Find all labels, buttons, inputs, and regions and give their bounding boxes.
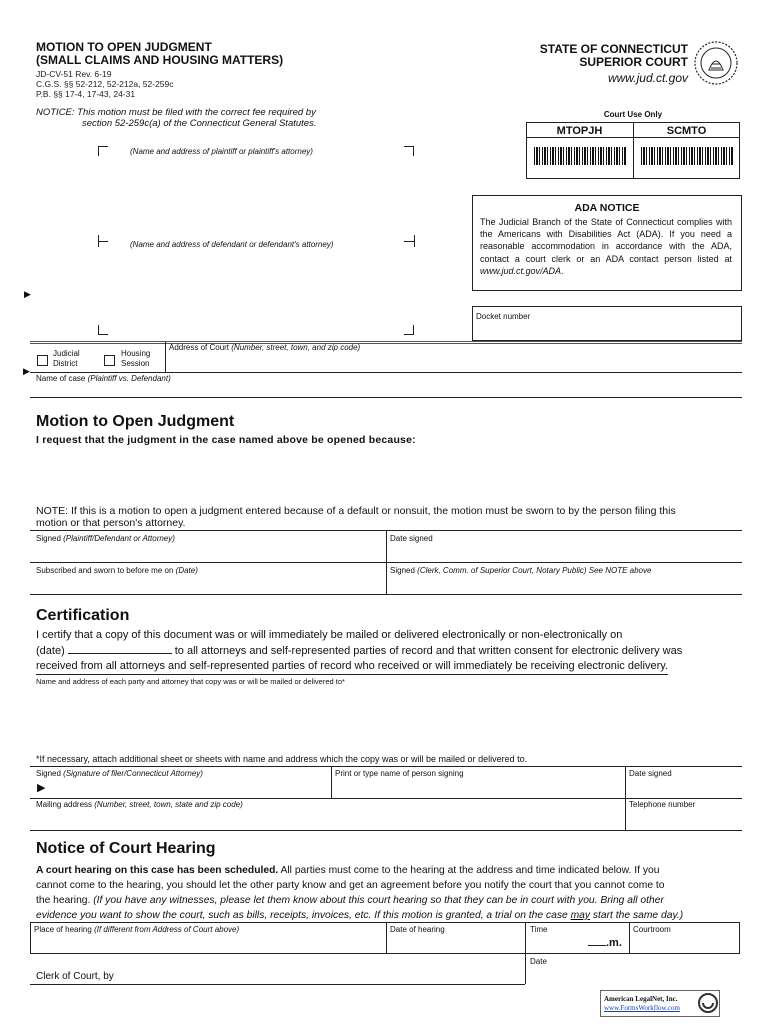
hearing-date-label: Date of hearing — [390, 925, 445, 934]
place-label: Place of hearing (If different from Address of Court above) — [34, 925, 240, 934]
form-title: MOTION TO OPEN JUDGMENT (SMALL CLAIMS AND HOUSING MATTERS) — [36, 40, 284, 67]
barcode-scmto — [641, 147, 733, 165]
judicial-district-label: Judicial District — [53, 349, 80, 368]
names-label: Name and address of each party and attorney that copy was or will be mailed or delivered to* — [36, 677, 345, 686]
motion-request: I request that the judgment in the case named above be opened because: — [36, 434, 416, 446]
footer-url[interactable]: www.FormsWorkflow.com — [604, 1004, 680, 1012]
date-signed-field[interactable] — [390, 544, 735, 562]
court-name: SUPERIOR COURT — [579, 55, 688, 69]
certification-text: I certify that a copy of this document was or will immediately be mailed or delivered electronically or non-electronically on (date) to all attorneys and self-represented parties of record and that written consent for electronic delivery was received from all attorneys and self-represented parties of record who received or will immediately be receiving electronic delivery. — [36, 628, 746, 675]
form-number: JD-CV-51 Rev. 6-19 — [36, 69, 112, 79]
ada-text: The Judicial Branch of the State of Connecticut complies with the Americans with Disabilities Act (ADA). If you need a reasonable accommodation in accordance with the ADA, contact a court clerk or an ADA contact person listed at www.jud.ct.gov/ADA. — [480, 217, 732, 276]
cert-footnote: *If necessary, attach additional sheet or sheets with name and address which the copy was or will be mailed or delivered to. — [36, 754, 528, 764]
motion-heading: Motion to Open Judgment — [36, 413, 235, 430]
print-name-field[interactable] — [335, 779, 620, 797]
ct-seal-icon — [693, 40, 739, 86]
pb-reference: P.B. §§ 17-4, 17-43, 24-31 — [36, 89, 136, 99]
date-signed-label: Date signed — [390, 534, 433, 543]
clerk-label: Clerk of Court, by — [36, 971, 114, 982]
state-name: STATE OF CONNECTICUT — [539, 42, 688, 56]
signed-field[interactable] — [36, 544, 381, 562]
plaintiff-label: (Name and address of plaintiff or plaintiff's attorney) — [130, 147, 313, 156]
telephone-label: Telephone number — [629, 800, 696, 809]
time-field[interactable]: .m. — [588, 937, 622, 949]
arrow-icon: ▶ — [24, 289, 31, 299]
barcode-mtopjh — [534, 147, 626, 165]
reason-field[interactable] — [36, 450, 736, 502]
fee-notice: NOTICE: This motion must be filed with the correct fee required by section 52-259c(a) of the Connecticut General Statutes. — [36, 107, 317, 129]
clerk-date-field[interactable] — [530, 967, 735, 983]
sign-arrow-icon: ▶ — [37, 782, 46, 794]
ada-title: ADA NOTICE — [574, 202, 640, 214]
cgs-reference: C.G.S. §§ 52-212, 52-212a, 52-259c — [36, 79, 174, 89]
cert-date-signed-label: Date signed — [629, 769, 672, 778]
defendant-field[interactable] — [130, 252, 400, 322]
plaintiff-field[interactable] — [130, 158, 400, 218]
case-name-label: Name of case (Plaintiff vs. Defendant) — [36, 374, 171, 383]
cert-signed-field[interactable] — [52, 779, 327, 797]
arrow-icon-case: ▶ — [23, 366, 30, 376]
code-scmto: SCMTO — [666, 125, 707, 137]
docket-label: Docket number — [476, 312, 531, 321]
clerk-date-label: Date — [530, 957, 547, 966]
subscribed-label: Subscribed and sworn to before me on (Date) — [36, 566, 198, 575]
subscribed-field[interactable] — [36, 576, 381, 593]
ada-link[interactable]: www.jud.ct.gov/ADA — [480, 265, 562, 276]
court-heading — [540, 43, 688, 85]
docket-field[interactable] — [476, 322, 736, 338]
cert-signed-label: Signed (Signature of filer/Connecticut Attorney) — [36, 769, 203, 778]
hearing-date-field[interactable] — [390, 935, 520, 953]
court-address-field[interactable] — [169, 353, 739, 371]
hearing-heading: Notice of Court Hearing — [36, 840, 216, 857]
footer-brand: American LegalNet, Inc. — [604, 995, 678, 1003]
notary-signed-label: Signed (Clerk, Comm. of Superior Court, Notary Public) See NOTE above — [390, 566, 652, 575]
notary-signed-field[interactable] — [390, 576, 735, 593]
place-field[interactable] — [34, 935, 382, 953]
telephone-field[interactable] — [629, 811, 737, 829]
hearing-text: A court hearing on this case has been scheduled. All parties must come to the hearing at the address and time indicated below. If you cannot come to the hearing, you should let the other party know and get an agreement before you notify the court that you cannot come to the hearing. (If you have any witnesses, please let them know about this court hearing so that they can be in court with you. Bring all other evidence you want to show the court, such as bills, receipts, invoices, etc. If this motion is granted, a trial on the case may start the same day.) — [36, 865, 684, 921]
mailing-label: Mailing address (Number, street, town, state and zip code) — [36, 800, 243, 809]
time-label: Time — [530, 925, 548, 934]
courtroom-label: Courtroom — [633, 925, 671, 934]
courtroom-field[interactable] — [633, 935, 737, 953]
case-name-field[interactable] — [36, 384, 736, 396]
code-mtopjh: MTOPJH — [556, 125, 603, 137]
signed-label: Signed (Plaintiff/Defendant or Attorney) — [36, 534, 175, 543]
court-address-label: Address of Court (Number, street, town, and zip code) — [169, 343, 361, 352]
form-references — [36, 69, 174, 99]
cert-date-signed-field[interactable] — [629, 779, 737, 797]
court-use-title: Court Use Only — [603, 110, 663, 119]
certification-heading: Certification — [36, 607, 130, 624]
housing-session-checkbox[interactable] — [104, 349, 115, 367]
court-website: www.jud.ct.gov — [607, 71, 688, 85]
cert-date-field[interactable] — [68, 643, 172, 654]
mailing-field[interactable] — [36, 811, 621, 829]
judicial-district-checkbox[interactable] — [37, 349, 48, 367]
names-field[interactable] — [36, 688, 736, 750]
motion-note: NOTE: If this is a motion to open a judgment entered because of a default or nonsuit, the motion must be sworn to by the person filing this motion or that person's attorney. — [36, 505, 676, 529]
print-name-label: Print or type name of person signing — [335, 769, 464, 778]
housing-session-label: Housing Session — [121, 349, 151, 368]
footer-logo-icon — [697, 991, 719, 1015]
defendant-label: (Name and address of defendant or defendant's attorney) — [130, 240, 334, 249]
